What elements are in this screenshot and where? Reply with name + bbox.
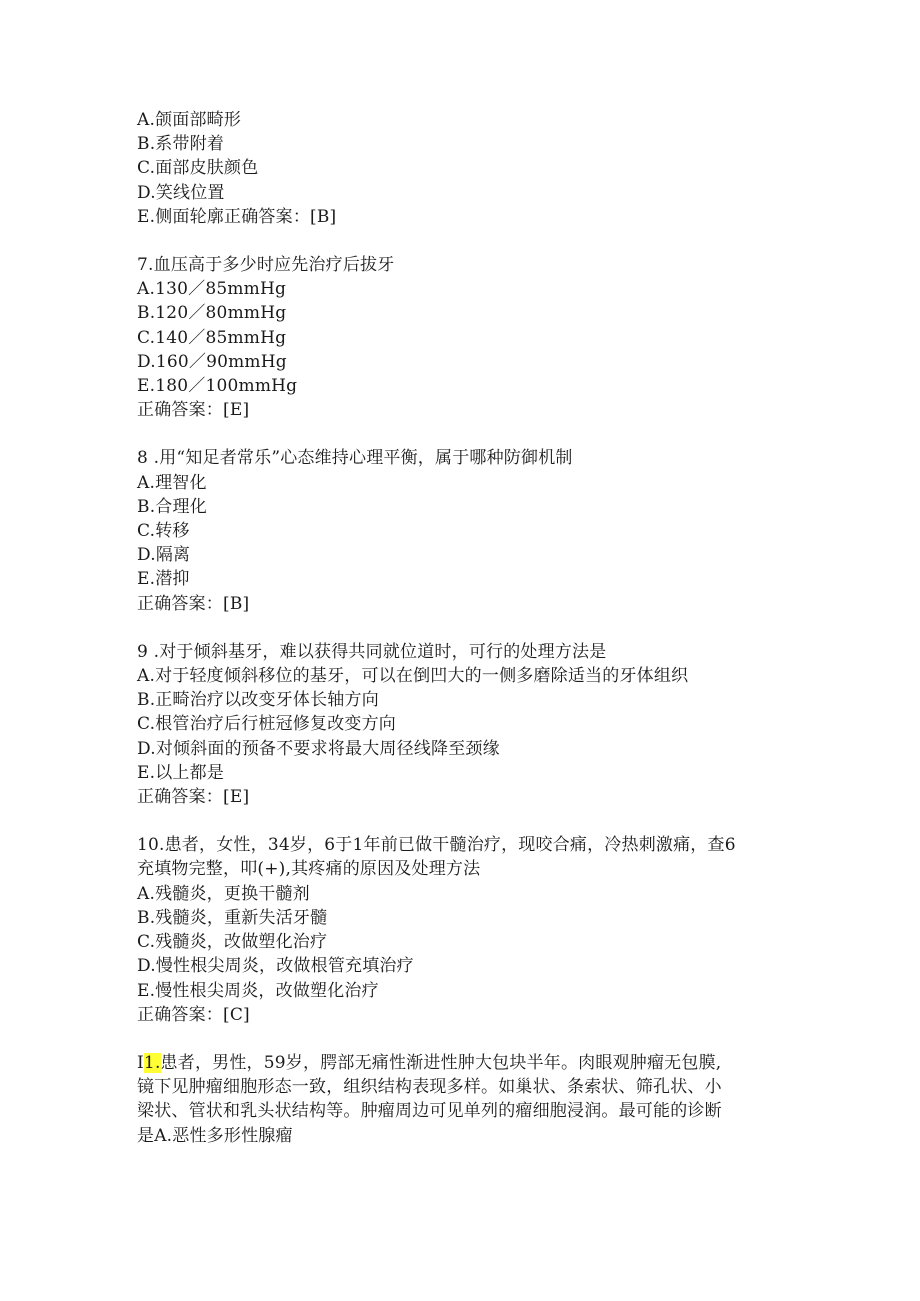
q10-option-e: E.慢性根尖周炎，改做塑化治疗 (137, 980, 379, 1001)
q9-question: 9 .对于倾斜基牙，难以获得共同就位道时，可行的处理方法是 (137, 641, 607, 662)
q7-option-c: C.140／85mmHg (137, 327, 287, 348)
q8-option-d: D.隔离 (137, 545, 191, 566)
question-9 (137, 640, 787, 809)
q10-option-c: C.残髓炎，改做塑化治疗 (137, 932, 328, 953)
question-8 (137, 446, 787, 615)
q11-line-4: 是A.恶性多形性腺瘤 (137, 1125, 293, 1146)
q7-option-a: A.130／85mmHg (137, 279, 287, 300)
question-6 (137, 108, 787, 229)
q6-option-b: B.系带附着 (137, 134, 225, 155)
q6-option-d: D.笑线位置 (137, 182, 225, 203)
q7-option-e: E.180／100mmHg (137, 376, 298, 397)
question-11 (137, 1051, 787, 1148)
spacer (137, 1027, 787, 1051)
q11-number-prefix: I (137, 1052, 144, 1073)
q7-answer: 正确答案：[E] (137, 400, 250, 421)
q9-option-d: D.对倾斜面的预备不要求将最大周径线降至颈缘 (137, 738, 500, 759)
q9-option-c: C.根管治疗后行桩冠修复改变方向 (137, 714, 397, 735)
q10-option-a: A.残髓炎，更换干髓剂 (137, 883, 310, 904)
q11-text-line-1: 患者，男性，59岁，腭部无痛性渐进性肿大包块半年。肉眼观肿瘤无包膜, (160, 1052, 722, 1073)
q11-line-2: 镜下见肿瘤细胞形态一致，组织结构表现多样。如巢状、条索状、筛孔状、小 (137, 1077, 722, 1098)
q11-line-3: 梁状、管状和乳头状结构等。肿瘤周边可见单列的瘤细胞浸润。最可能的诊断 (137, 1101, 722, 1122)
q10-question-line-1: 10.患者，女性，34岁，6于1年前已做干髓治疗，现咬合痛，冷热刺激痛，查6 (137, 835, 736, 856)
q6-option-a: A.颌面部畸形 (137, 110, 242, 130)
q10-option-d: D.慢性根尖周炎，改做根管充填治疗 (137, 956, 414, 977)
q8-option-a: A.理智化 (137, 472, 207, 493)
q9-option-b: B.正畸治疗以改变牙体长轴方向 (137, 690, 379, 711)
spacer (137, 616, 787, 640)
spacer (137, 422, 787, 446)
q8-answer: 正确答案：[B] (137, 593, 250, 614)
q6-option-c: C.面部皮肤颜色 (137, 158, 259, 179)
q7-question: 7.血压高于多少时应先治疗后拔牙 (137, 255, 395, 276)
q9-answer: 正确答案：[E] (137, 787, 250, 808)
spacer (137, 229, 787, 253)
q11-line-1 (137, 1051, 787, 1075)
q10-option-b: B.残髓炎，重新失活牙髓 (137, 907, 328, 928)
q8-option-b: B.合理化 (137, 496, 207, 517)
question-7 (137, 253, 787, 422)
q8-question: 8 .用“知足者常乐”心态维持心理平衡，属于哪种防御机制 (137, 448, 573, 469)
q6-option-e: E.侧面轮廓正确答案：[B] (137, 206, 337, 227)
q7-option-d: D.160／90mmHg (137, 351, 287, 372)
q10-answer: 正确答案：[C] (137, 1004, 250, 1025)
q11-number-highlight: 1. (143, 1052, 161, 1073)
q9-option-e: E.以上都是 (137, 762, 225, 783)
q10-question-line-2: 充填物完整，叩(+),其疼痛的原因及处理方法 (137, 859, 481, 880)
document-page (137, 108, 787, 1148)
question-10 (137, 833, 787, 1027)
q8-option-c: C.转移 (137, 521, 190, 542)
q8-option-e: E.潜抑 (137, 569, 190, 590)
q9-option-a: A.对于轻度倾斜移位的基牙，可以在倒凹大的一侧多磨除适当的牙体组织 (137, 666, 689, 687)
spacer (137, 809, 787, 833)
q7-option-b: B.120／80mmHg (137, 303, 287, 324)
